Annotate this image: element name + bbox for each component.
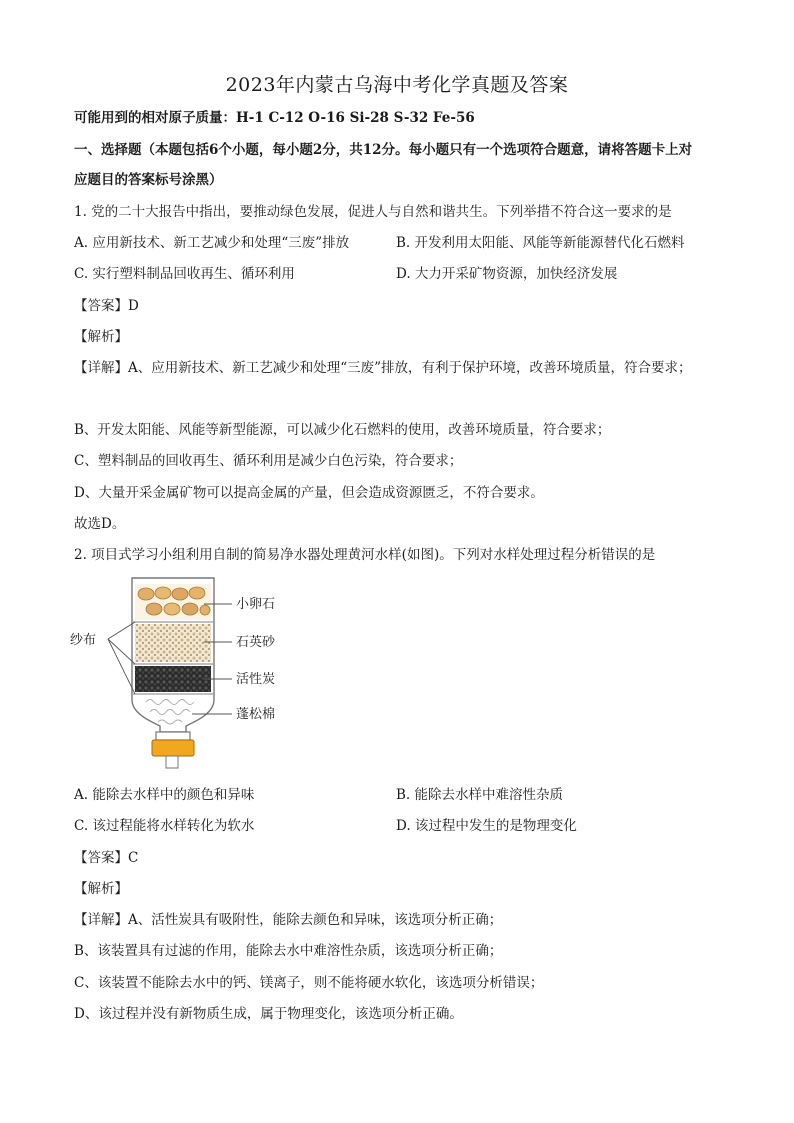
label-cotton: 蓬松棉 [236, 707, 276, 722]
q2-stem: 2. 项目式学习小组利用自制的简易净水器处理黄河水样(如图)。下列对水样处理过程分析错误的是 [74, 547, 656, 563]
q1-analysis-label: 【解析】 [74, 329, 128, 345]
label-quartz-sand: 石英砂 [236, 635, 276, 650]
label-activated-carbon: 活性炭 [236, 672, 276, 687]
q2-analysis-label: 【解析】 [74, 881, 128, 897]
q1-option-c: C. 实行塑料制品回收再生、循环利用 [74, 266, 295, 282]
q1-detail-c: C、塑料制品的回收再生、循环利用是减少白色污染，符合要求； [74, 453, 463, 469]
q2-detail-c: C、该装置不能除去水中的钙、镁离子，则不能将硬水软化，该选项分析错误； [74, 975, 544, 991]
q1-option-d: D. 大力开采矿物资源，加快经济发展 [396, 266, 618, 282]
q2-detail-b: B、该装置具有过滤的作用，能除去水中难溶性杂质，该选项分析正确； [74, 943, 503, 959]
q1-option-b: B. 开发利用太阳能、风能等新能源替代化石燃料 [396, 235, 685, 251]
label-pebble: 小卵石 [236, 597, 276, 612]
gauze-callout-lines [108, 622, 135, 694]
label-gauze: 纱布 [70, 633, 97, 648]
atomic-mass-note: 可能用到的相对原子质量：H-1 C-12 O-16 Si-28 S-32 Fe-56 [74, 110, 475, 126]
quartz-sand-layer [135, 624, 211, 662]
q2-option-a: A. 能除去水样中的颜色和异味 [74, 787, 255, 803]
nozzle [166, 756, 178, 768]
q2-option-d: D. 该过程中发生的是物理变化 [396, 818, 577, 834]
q2-detail-d: D、该过程并没有新物质生成，属于物理变化，该选项分析正确。 [74, 1006, 463, 1022]
q1-detail-b: B、开发太阳能、风能等新型能源，可以减少化石燃料的使用，改善环境质量，符合要求； [74, 422, 611, 438]
q1-answer: 【答案】D [74, 298, 139, 314]
q1-conclusion: 故选D。 [74, 516, 126, 532]
q1-detail-d: D、大量开采金属矿物可以提高金属的产量，但会造成资源匮乏，不符合要求。 [74, 485, 544, 501]
q1-option-a: A. 应用新技术、新工艺减少和处理“三废”排放 [74, 235, 350, 251]
q2-option-b: B. 能除去水样中难溶性杂质 [396, 787, 564, 803]
q1-stem: 1. 党的二十大报告中指出，要推动绿色发展，促进人与自然和谐共生。下列举措不符合这一要求的是 [74, 204, 672, 220]
water-purifier-figure [66, 572, 306, 782]
bottle-neck [156, 732, 190, 740]
document-title: 2023年内蒙古乌海中考化学真题及答案 [225, 74, 569, 96]
bottle-cap [152, 740, 194, 756]
activated-carbon-layer [135, 666, 211, 692]
q2-answer: 【答案】C [74, 850, 139, 866]
q2-option-c: C. 该过程能将水样转化为软水 [74, 818, 255, 834]
section-heading-line1: 一、选择题（本题包括6个小题，每小题2分，共12分。每小题只有一个选项符合题意，请将答题卡上对 [74, 142, 693, 158]
q2-detail-a: 【详解】A、活性炭具有吸附性，能除去颜色和异味，该选项分析正确； [74, 912, 503, 928]
q1-detail-a: 【详解】A、应用新技术、新工艺减少和处理“三废”排放，有利于保护环境，改善环境质量，符合要求； [74, 360, 692, 376]
section-heading-line2: 应题目的答案标号涂黑） [74, 172, 223, 188]
